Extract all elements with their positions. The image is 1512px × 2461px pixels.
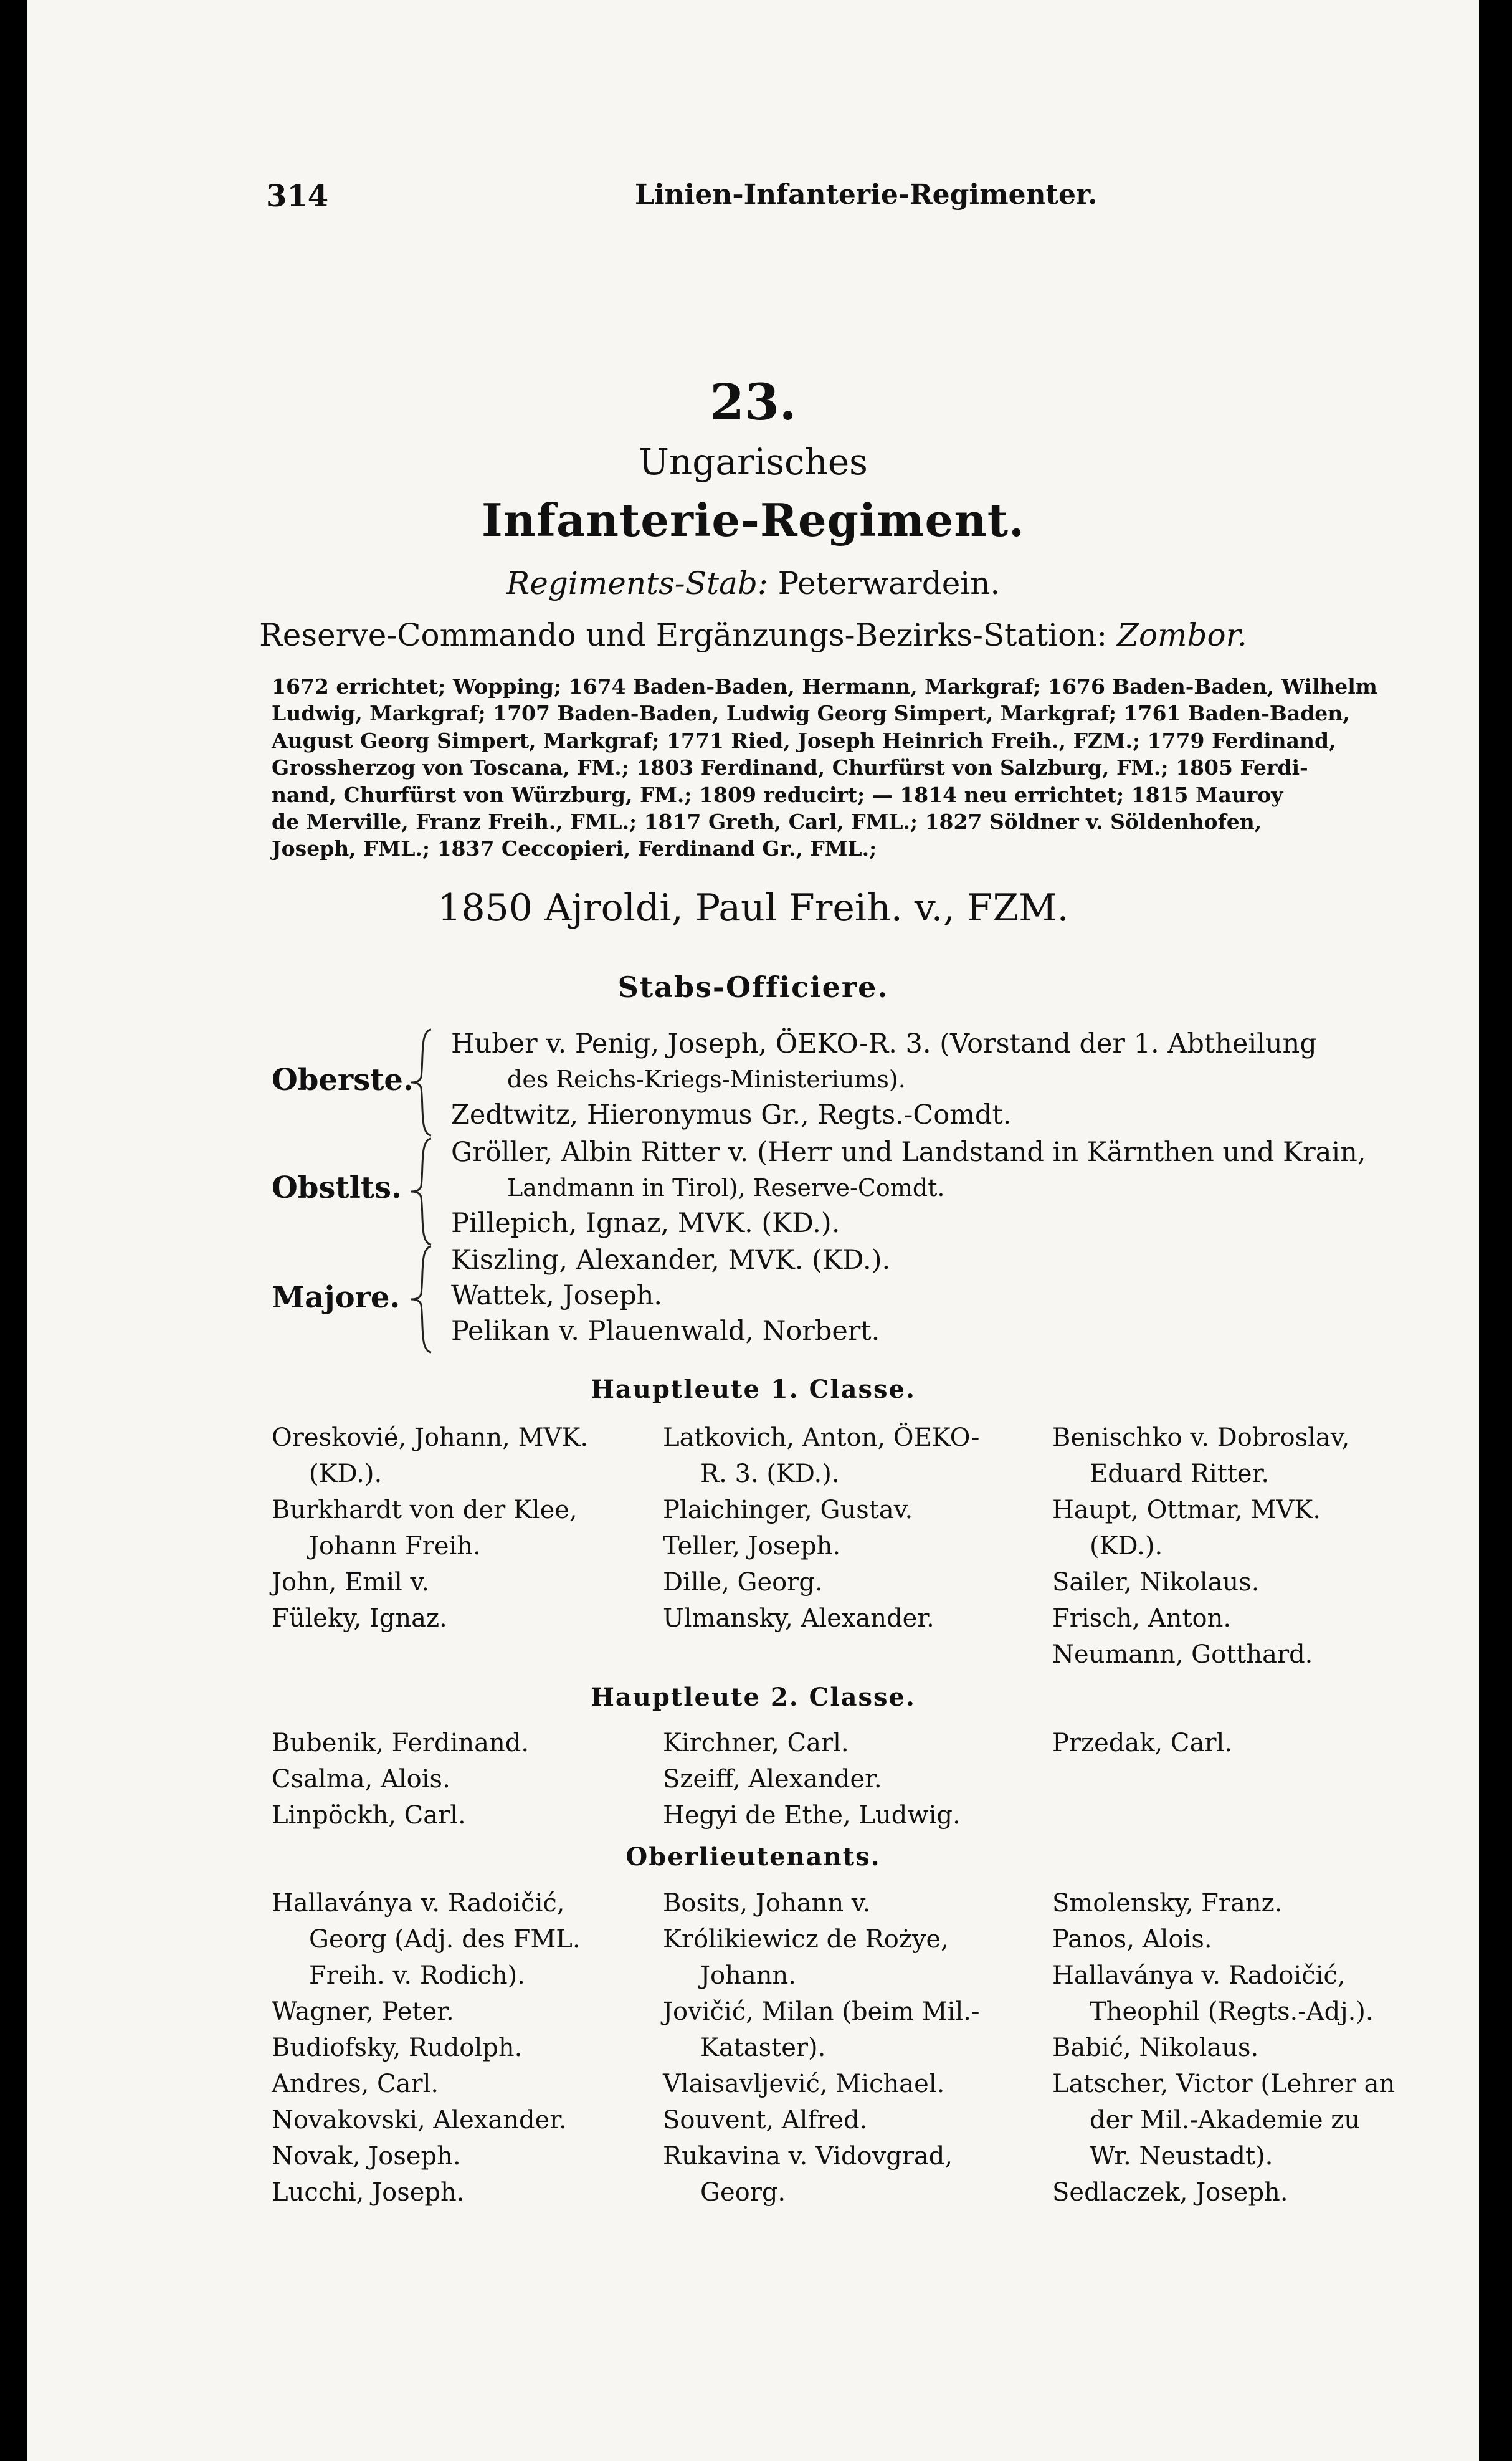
officer-entry-cont: des Reichs-Kriegs-Ministeriums).: [507, 1066, 906, 1093]
list-item: Csalma, Alois.: [272, 1765, 450, 1794]
reserve-location: Zombor.: [1117, 617, 1247, 653]
staff-location: Peterwardein.: [777, 565, 1001, 601]
officer-entry: Gröller, Albin Ritter v. (Herr und Landstand in Kärnthen und Krain,: [451, 1137, 1366, 1168]
list-item: Füleky, Ignaz.: [272, 1604, 447, 1633]
hauptleute-1-col1: [272, 1420, 652, 1637]
list-item-cont: Georg.: [700, 2178, 786, 2207]
list-item: Królikiewicz de Rożye,: [663, 1925, 949, 1954]
history-line: 1672 errichtet; Wopping; 1674 Baden-Baden, Hermann, Markgraf; 1676 Baden-Baden, Wilhelm: [272, 674, 1377, 699]
list-item: Teller, Joseph.: [663, 1532, 841, 1560]
stabs-officiere-heading: Stabs-Officiere.: [617, 970, 889, 1004]
list-item: John, Emil v.: [272, 1568, 430, 1597]
list-item-cont: Wr. Neustadt).: [1090, 2142, 1273, 2171]
list-item: Vlaisavljević, Michael.: [663, 2070, 945, 2098]
list-item: Andres, Carl.: [272, 2070, 439, 2098]
history-line: nand, Churfürst von Würzburg, FM.; 1809 reducirt; — 1814 neu errichtet; 1815 Mauroy: [272, 782, 1283, 807]
reserve-label: Reserve-Commando und Ergänzungs-Bezirks-Station:: [259, 617, 1108, 653]
list-item-cont: Freih. v. Rodich).: [309, 1961, 525, 1990]
list-item: Burkhardt von der Klee,: [272, 1496, 578, 1524]
list-item: Latkovich, Anton, ÖEKO-: [663, 1423, 980, 1452]
list-item: Budiofsky, Rudolph.: [272, 2033, 523, 2062]
list-item: Dille, Georg.: [663, 1568, 823, 1597]
list-item-cont: Kataster).: [700, 2033, 826, 2062]
list-item-cont: Theophil (Regts.-Adj.).: [1090, 1997, 1374, 2026]
oberlieutenants-col3: [1052, 1885, 1451, 2210]
list-item: Latscher, Victor (Lehrer an: [1052, 2070, 1396, 2098]
list-item: Neumann, Gotthard.: [1052, 1640, 1313, 1669]
list-item: Frisch, Anton.: [1052, 1604, 1232, 1633]
brace-icon: [409, 1027, 437, 1138]
list-item: Souvent, Alfred.: [663, 2106, 868, 2134]
hauptleute-1-col3: [1052, 1420, 1451, 1673]
rank-majore: Majore.: [272, 1280, 401, 1315]
list-item: Linpöckh, Carl.: [272, 1801, 466, 1830]
brace-icon: [409, 1244, 437, 1355]
regiment-history: [272, 673, 1455, 863]
list-item: Hallaványa v. Radoičić,: [1052, 1961, 1346, 1990]
list-item-cont: Georg (Adj. des FML.: [309, 1925, 581, 1954]
list-item: Rukavina v. Vidovgrad,: [663, 2142, 953, 2171]
majore-list: [451, 1243, 890, 1349]
hauptleute-1-heading: Hauptleute 1. Classe.: [591, 1375, 916, 1404]
officer-entry: Huber v. Penig, Joseph, ÖEKO-R. 3. (Vorstand der 1. Abtheilung: [451, 1028, 1317, 1059]
list-item: Kirchner, Carl.: [663, 1729, 849, 1757]
list-item: Sedlaczek, Joseph.: [1052, 2178, 1288, 2207]
hauptleute-2-col3: [1052, 1725, 1451, 1761]
history-line: Grossherzog von Toscana, FM.; 1803 Ferdinand, Churfürst von Salzburg, FM.; 1805 Ferdi-: [272, 755, 1308, 780]
history-line: de Merville, Franz Freih., FML.; 1817 Greth, Carl, FML.; 1827 Söldner v. Söldenhofen,: [272, 810, 1262, 834]
oberlieutenants-col2: [663, 1885, 1043, 2210]
rank-oberste: Oberste.: [272, 1063, 414, 1097]
officer-entry: Zedtwitz, Hieronymus Gr., Regts.-Comdt.: [451, 1099, 1012, 1130]
oberlieutenants-col1: [272, 1885, 652, 2210]
page-number: 314: [266, 179, 329, 214]
obstlts-list: [451, 1135, 1366, 1241]
history-line: Ludwig, Markgraf; 1707 Baden-Baden, Ludwig Georg Simpert, Markgraf; 1761 Baden-Baden,: [272, 701, 1350, 726]
list-item: Wagner, Peter.: [272, 1997, 454, 2026]
list-item: Przedak, Carl.: [1052, 1729, 1232, 1757]
list-item: Haupt, Ottmar, MVK.: [1052, 1496, 1321, 1524]
oberlieutenants-heading: Oberlieutenants.: [625, 1842, 881, 1871]
hauptleute-1-col2: [663, 1420, 1043, 1637]
regiment-type: Infanterie-Regiment.: [481, 494, 1025, 547]
list-item-cont: Johann Freih.: [309, 1532, 481, 1560]
list-item-cont: Johann.: [700, 1961, 796, 1990]
list-item: Hallaványa v. Radoičić,: [272, 1889, 565, 1918]
list-item: Plaichinger, Gustav.: [663, 1496, 913, 1524]
regiment-staff: [27, 565, 1479, 601]
brace-icon: [409, 1136, 437, 1247]
hauptleute-2-heading: Hauptleute 2. Classe.: [591, 1683, 916, 1712]
running-title: Linien-Infanterie-Regimenter.: [635, 179, 1098, 211]
list-item: Smolensky, Franz.: [1052, 1889, 1283, 1918]
regiment-number: 23.: [710, 373, 797, 431]
list-item-cont: (KD.).: [1090, 1532, 1163, 1560]
oberste-list: [451, 1026, 1317, 1133]
list-item: Lucchi, Joseph.: [272, 2178, 465, 2207]
list-item: Bosits, Johann v.: [663, 1889, 871, 1918]
list-item: Babić, Nikolaus.: [1052, 2033, 1259, 2062]
list-item: Novakovski, Alexander.: [272, 2106, 567, 2134]
list-item: Oreskovié, Johann, MVK.: [272, 1423, 589, 1452]
list-item: Jovičić, Milan (beim Mil.-: [663, 1997, 980, 2026]
rank-obstlts: Obstlts.: [272, 1170, 402, 1205]
list-item: Szeiff, Alexander.: [663, 1765, 882, 1794]
officer-entry-cont: Landmann in Tirol), Reserve-Comdt.: [507, 1174, 945, 1202]
list-item: Bubenik, Ferdinand.: [272, 1729, 530, 1757]
list-item-cont: Eduard Ritter.: [1090, 1460, 1270, 1488]
list-item-cont: R. 3. (KD.).: [700, 1460, 840, 1488]
regiment-nationality: Ungarisches: [639, 441, 868, 483]
hauptleute-2-col2: [663, 1725, 1043, 1833]
list-item: Ulmansky, Alexander.: [663, 1604, 934, 1633]
book-page: [27, 0, 1479, 2461]
history-line: Joseph, FML.; 1837 Ceccopieri, Ferdinand Gr., FML.;: [272, 836, 877, 861]
regiment-inhaber: 1850 Ajroldi, Paul Freih. v., FZM.: [437, 886, 1069, 930]
list-item: Panos, Alois.: [1052, 1925, 1212, 1954]
officer-entry: Kiszling, Alexander, MVK. (KD.).: [451, 1245, 891, 1276]
officer-entry: Wattek, Joseph.: [451, 1280, 663, 1311]
list-item: Benischko v. Dobroslav,: [1052, 1423, 1350, 1452]
officer-entry: Pelikan v. Plauenwald, Norbert.: [451, 1316, 880, 1347]
staff-label: Regiments-Stab:: [506, 565, 768, 601]
list-item: Hegyi de Ethe, Ludwig.: [663, 1801, 961, 1830]
list-item-cont: (KD.).: [309, 1460, 383, 1488]
hauptleute-2-col1: [272, 1725, 652, 1833]
history-line: August Georg Simpert, Markgraf; 1771 Ried, Joseph Heinrich Freih., FZM.; 1779 Ferdinand,: [272, 728, 1336, 753]
reserve-station: [27, 617, 1479, 653]
list-item: Sailer, Nikolaus.: [1052, 1568, 1260, 1597]
list-item: Novak, Joseph.: [272, 2142, 461, 2171]
officer-entry: Pillepich, Ignaz, MVK. (KD.).: [451, 1208, 840, 1239]
list-item-cont: der Mil.-Akademie zu: [1090, 2106, 1361, 2134]
